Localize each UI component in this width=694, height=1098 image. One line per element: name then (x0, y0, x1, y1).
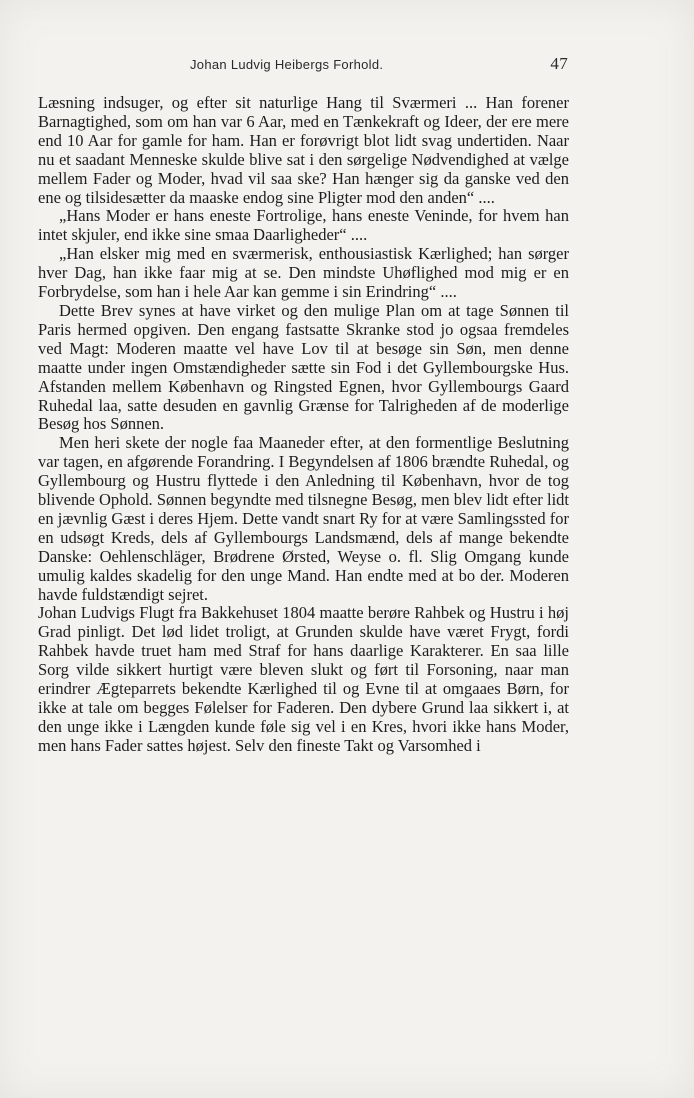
paragraph: „Hans Moder er hans eneste Fortrolige, hans eneste Veninde, for hvem han intet skjuler, end ikke sine smaa Daarligheder“ .... (38, 206, 569, 245)
paragraph: „Han elsker mig med en sværmerisk, enthousiastisk Kærlighed; han sørger hver Dag, han ikke faar mig at se. Den mindste Uhøflighed mod mig er en Forbrydelse, som han i hele Aar kan gemme i sin Erindring“ .... (38, 244, 569, 302)
page-header (38, 54, 568, 79)
paragraph: Men heri skete der nogle faa Maaneder efter, at den formentlige Beslutning var tagen, en afgørende Forandring. I Begyndelsen af 1806 brændte Ruhedal, og Gyllembourg og Hustru flyttede i den Anledning til København, hvor de tog blivende Ophold. Sønnen begyndte med tilsnegne Besøg, men blev lidt efter lidt en jævnlig Gæst i deres Hjem. Dette vandt snart Ry for at være Samlingssted for en udsøgt Kreds, dels af Gyllembourgs Landsmænd, dels af mange bekendte Danske: Oehlenschläger, Brødrene Ørsted, Weyse o. fl. Slig Omgang kunde umulig kaldes skadelig for den unge Mand. Han endte med at bo der. Moderen havde fuldstændigt sejret. (38, 433, 569, 604)
page-number: 47 (550, 54, 568, 73)
running-head: Johan Ludvig Heibergs Forhold. (190, 57, 384, 72)
paragraph: Læsning indsuger, og efter sit naturlige Hang til Sværmeri ... Han forener Barnagtighed, som om han var 6 Aar, med en Tænkekraft og Ideer, der ere mere end 10 Aar for gamle for ham. Han er forøvrigt blot lidt svag undertiden. Naar nu et saadant Menneske skulde blive sat i den sørgelige Nødvendighed at vælge mellem Fader og Moder, hvad vil saa ske? Han hænger sig da ganske ved den ene og tilsidesætter da maaske endog sine Pligter mod den anden“ .... (38, 93, 569, 207)
body-text (38, 94, 569, 756)
paragraph: Johan Ludvigs Flugt fra Bakkehuset 1804 maatte berøre Rahbek og Hustru i høj Grad pinligt. Det lød lidet troligt, at Grunden skulde have været Frygt, fordi Rahbek havde truet ham med Straf for hans daarlige Karakterer. En saa lille Sorg vilde sikkert hurtigt være bleven slukt og ført til Forsoning, naar man erindrer Ægteparrets bekendte Kærlighed til og Evne til at omgaaes Børn, for ikke at tale om begges Følelser for Faderen. Den dybere Grund laa sikkert i, at den unge ikke i Længden kunde føle sig vel i en Kres, hvori ikke hans Moder, men hans Fader sattes højest. Selv den fineste Takt og Varsomhed i (38, 603, 569, 755)
paragraph: Dette Brev synes at have virket og den mulige Plan om at tage Sønnen til Paris hermed opgiven. Den engang fastsatte Skranke stod jo ogsaa fremdeles ved Magt: Moderen maatte vel have Lov til at besøge sin Søn, men denne maatte under ingen Omstændigheder sætte sin Fod i det Gyllembourgske Hus. Afstanden mellem København og Ringsted Egnen, hvor Gyllembourgs Gaard Ruhedal laa, satte desuden en gavnlig Grænse for Talrigheden af de moderlige Besøg hos Sønnen. (38, 300, 569, 434)
